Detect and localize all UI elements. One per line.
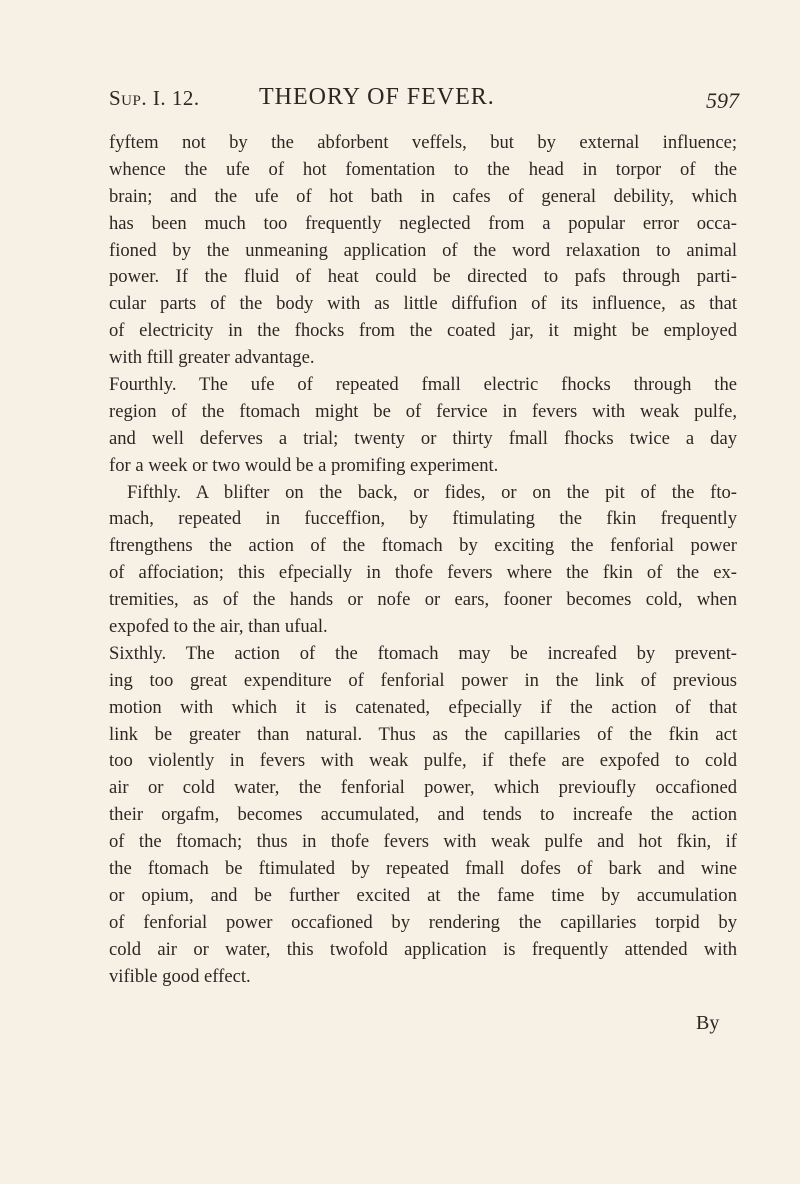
text-line: brain; and the ufe of hot bath in cafes of general debility, which bbox=[109, 185, 737, 207]
text-line: of fenforial power occafioned by rendering the capillaries torpid by bbox=[109, 911, 737, 933]
text-line: or opium, and be further excited at the fame time by accumulation bbox=[109, 884, 737, 906]
text-line: whence the ufe of hot fomentation to the head in torpor of the bbox=[109, 158, 737, 180]
text-line: vifible good effect. bbox=[109, 965, 251, 987]
text-line: of electricity in the fhocks from the coated jar, it might be employed bbox=[109, 320, 737, 342]
text-line: too violently in fevers with weak pulfe, if thefe are expofed to cold bbox=[109, 750, 737, 772]
text-line: power. If the fluid of heat could be directed to pafs through parti- bbox=[109, 266, 737, 288]
text-line: ing too great expenditure of fenforial power in the link of previous bbox=[109, 669, 737, 691]
text-line: of affociation; this efpecially in thofe fevers where the fkin of the ex- bbox=[109, 562, 737, 584]
section-reference: Sup. I. 12. bbox=[109, 86, 200, 110]
paragraph-fourthly-line: Fourthly. The ufe of repeated fmall electric fhocks through the bbox=[109, 374, 737, 396]
catchword: By bbox=[696, 1012, 720, 1034]
text-line: region of the ftomach might be of fervice in fevers with weak pulfe, bbox=[109, 400, 737, 422]
text-line: has been much too frequently neglected from a popular error occa- bbox=[109, 212, 737, 234]
text-line: motion with which it is catenated, efpecially if the action of that bbox=[109, 696, 737, 718]
text-line: their orgafm, becomes accumulated, and tends to increafe the action bbox=[109, 804, 737, 826]
text-line: ftrengthens the action of the ftomach by exciting the fenforial power bbox=[109, 535, 737, 557]
text-line: with ftill greater advantage. bbox=[109, 347, 315, 369]
text-line: cold air or water, this twofold application is frequently attended with bbox=[109, 938, 737, 960]
text-line: fioned by the unmeaning application of the word relaxation to animal bbox=[109, 239, 737, 261]
text-line: for a week or two would be a promifing experiment. bbox=[109, 454, 499, 476]
text-line: tremities, as of the hands or nofe or ears, fooner becomes cold, when bbox=[109, 589, 737, 611]
text-line: expofed to the air, than ufual. bbox=[109, 616, 328, 638]
page-number: 597 bbox=[706, 88, 739, 113]
paragraph-fifthly-line: Fifthly. A blifter on the back, or fides, or on the pit of the fto- bbox=[127, 481, 737, 503]
text-line: mach, repeated in fucceffion, by ftimulating the fkin frequently bbox=[109, 508, 737, 530]
text-line: the ftomach be ftimulated by repeated fmall dofes of bark and wine bbox=[109, 858, 737, 880]
body-text bbox=[109, 130, 737, 991]
text-line: link be greater than natural. Thus as the capillaries of the fkin act bbox=[109, 723, 737, 745]
running-head bbox=[109, 84, 739, 114]
text-line: cular parts of the body with as little diffufion of its influence, as that bbox=[109, 293, 737, 315]
text-line: air or cold water, the fenforial power, which previoufly occafioned bbox=[109, 777, 737, 799]
paragraph-sixthly-line: Sixthly. The action of the ftomach may be increafed by prevent- bbox=[109, 642, 737, 664]
text-line: and well deferves a trial; twenty or thirty fmall fhocks twice a day bbox=[109, 427, 737, 449]
text-line: of the ftomach; thus in thofe fevers with weak pulfe and hot fkin, if bbox=[109, 831, 737, 853]
text-line: fyftem not by the abforbent veffels, but by external influence; bbox=[109, 132, 737, 153]
page-title: THEORY OF FEVER. bbox=[259, 84, 495, 110]
